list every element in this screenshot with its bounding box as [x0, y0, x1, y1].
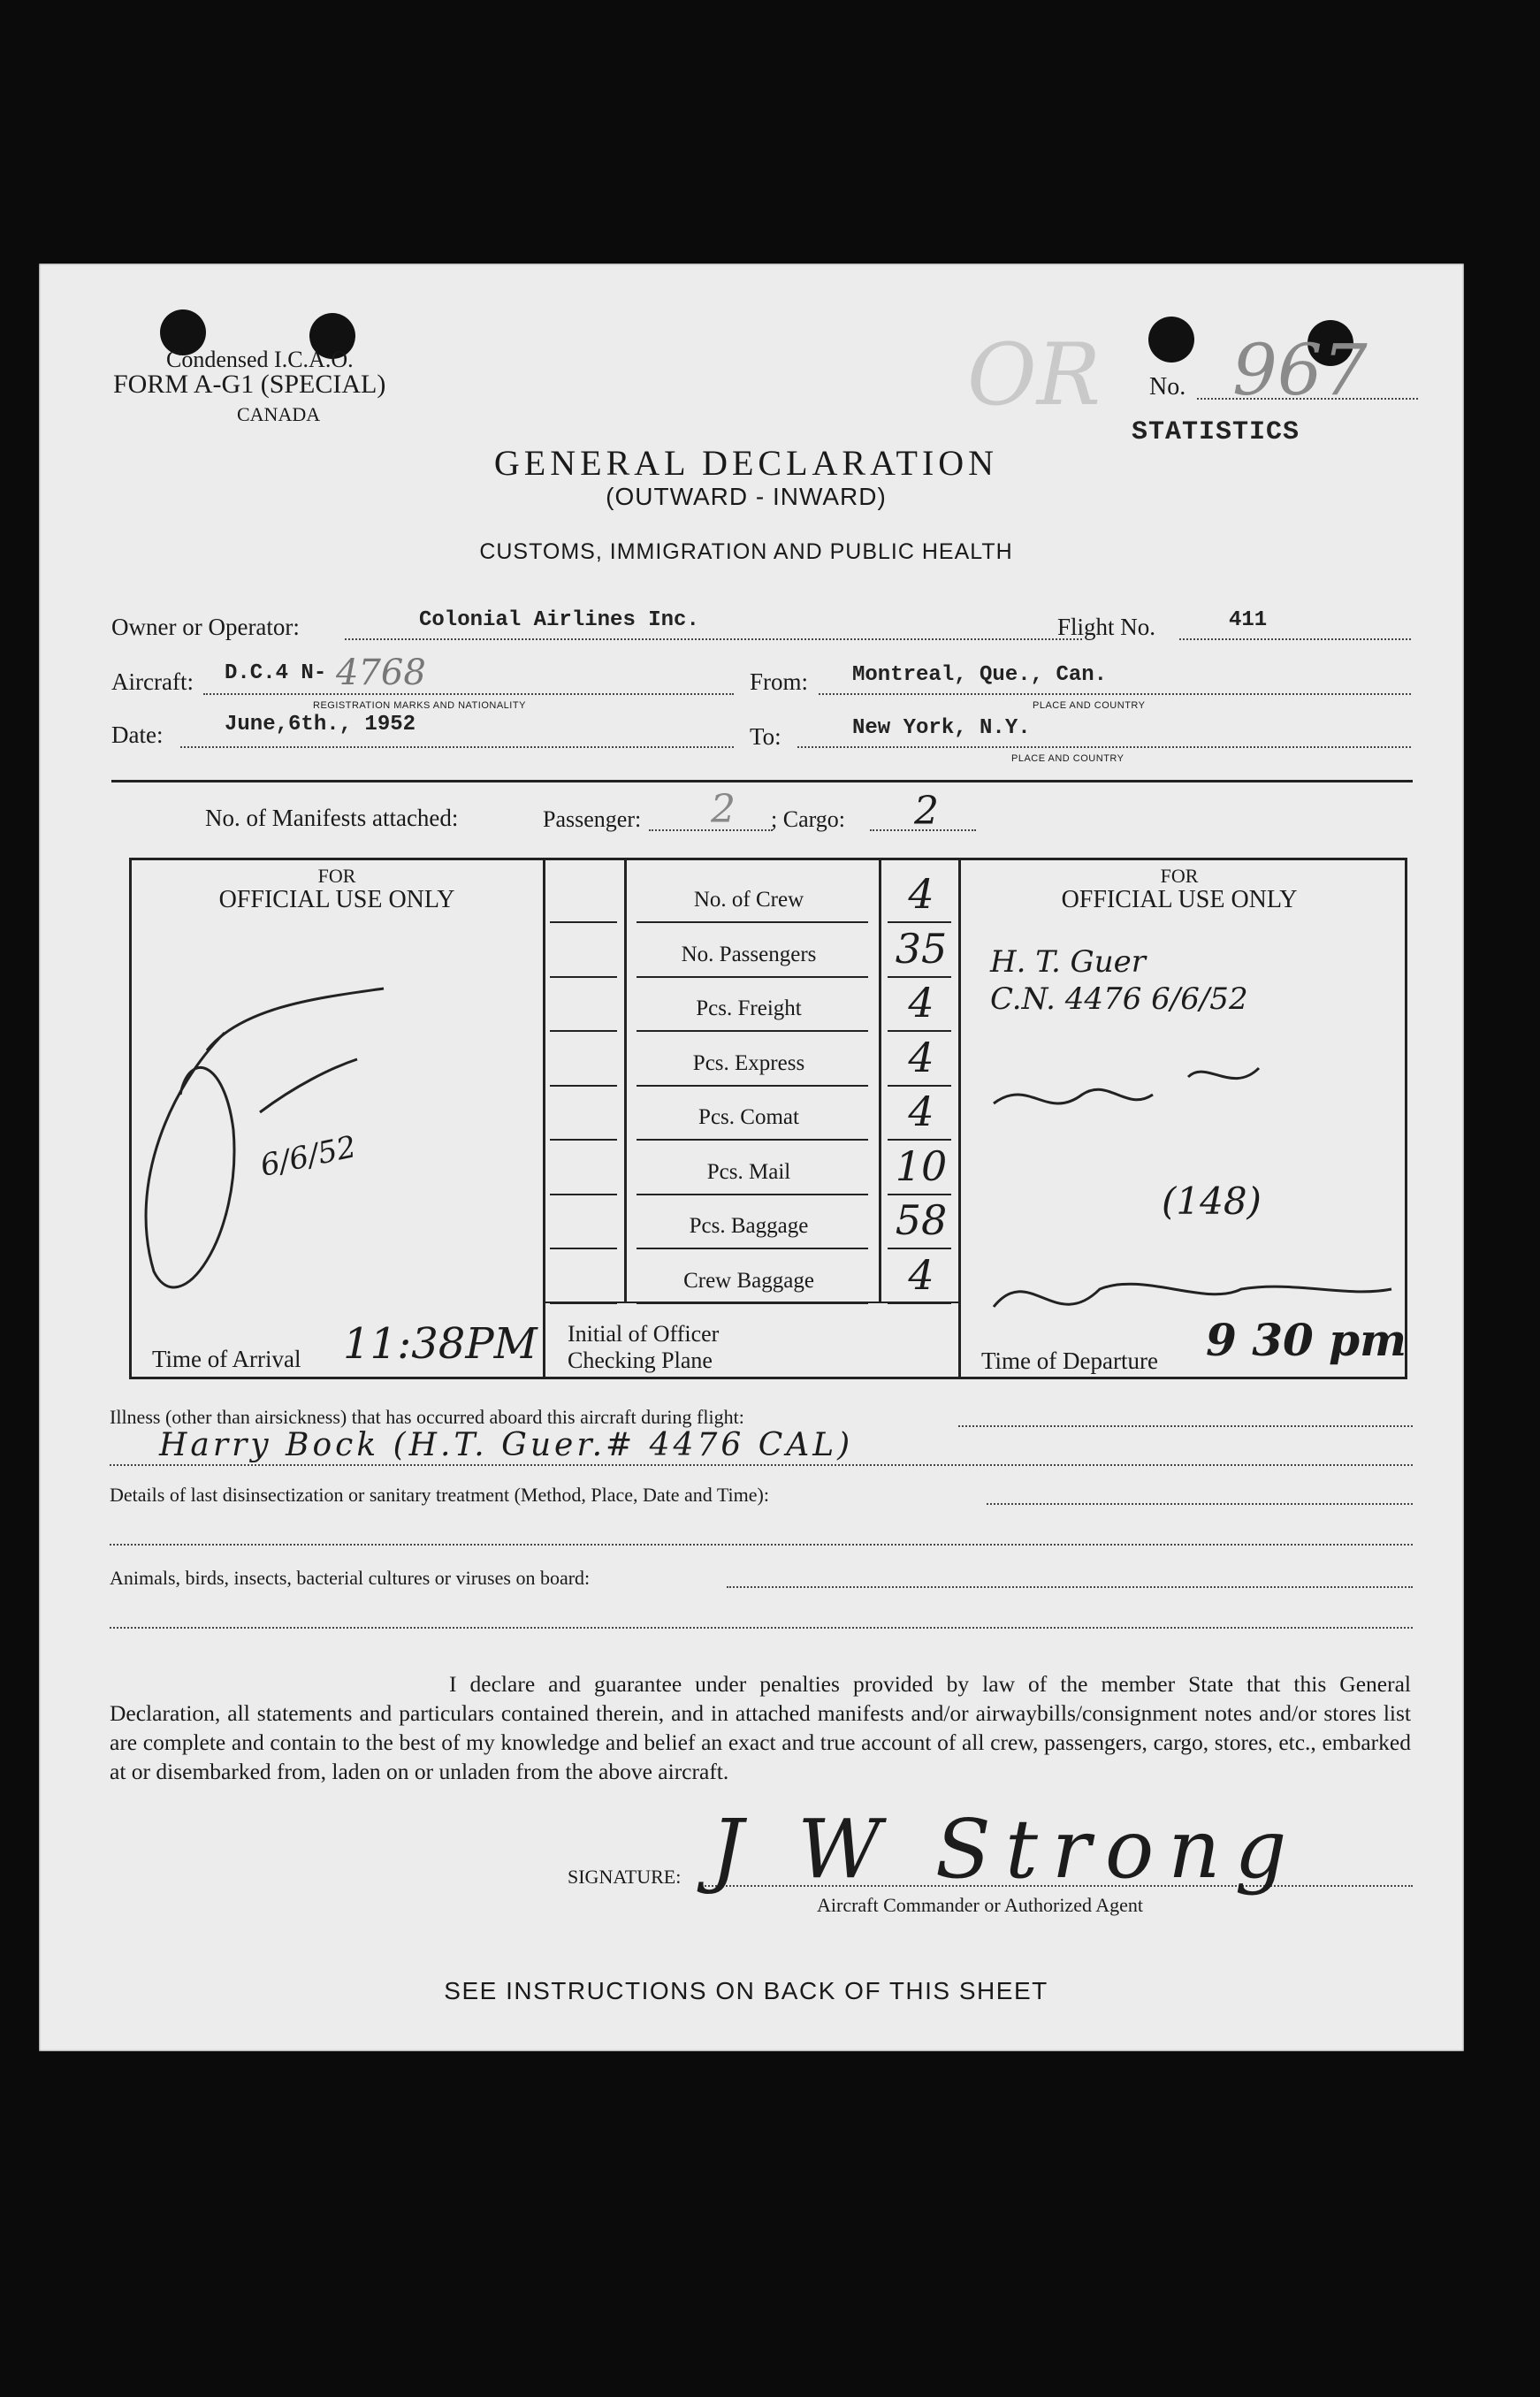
- disinsect-label: Details of last disinsectization or sanitary treatment (Method, Place, Date and Time):: [110, 1484, 769, 1506]
- no-label: No.: [1149, 373, 1186, 401]
- passenger-manifest-value: 2: [711, 787, 736, 832]
- cargo-label: ; Cargo:: [771, 806, 846, 832]
- punch-hole: [1148, 317, 1194, 363]
- page-subtitle-2: CUSTOMS, IMMIGRATION AND PUBLIC HEALTH: [479, 539, 1013, 564]
- form-sheet: [39, 263, 1464, 2051]
- table-row-label: Pcs. Baggage: [689, 1214, 809, 1238]
- aircraft-label: Aircraft:: [111, 668, 194, 695]
- declaration-text: I declare and guarantee under penalties provided by law of the member State that this General Declaration, all statements and particulars contained therein, and in attached manifests and/or airwaybills/consignment notes and/or stores list are complete and contain to the best of my knowledge and belief an exact and true account of all crew, passengers, cargo, stores, etc., embarked at or disembarked from, laden on or unladen from the above aircraft.: [110, 1671, 1411, 1784]
- table-row-value: 4: [908, 1033, 934, 1081]
- table-row-value: 58: [895, 1196, 948, 1244]
- table-row-label: Crew Baggage: [683, 1268, 814, 1293]
- right-official-header-2: OFFICIAL USE ONLY: [1061, 886, 1298, 913]
- instructions-footer: SEE INSTRUCTIONS ON BACK OF THIS SHEET: [444, 1977, 1048, 2004]
- place-caption-from: PLACE AND COUNTRY: [1033, 700, 1146, 711]
- place-caption-to: PLACE AND COUNTRY: [1011, 753, 1125, 764]
- right-official-note-3: (148): [1162, 1179, 1262, 1223]
- table-row-label: Pcs. Express: [692, 1050, 805, 1075]
- left-official-note: 6/6/52: [257, 1129, 360, 1184]
- signature-label: SIGNATURE:: [568, 1866, 682, 1888]
- right-official-scribble: [976, 1042, 1400, 1342]
- to-label: To:: [750, 723, 781, 750]
- cargo-manifest-value: 2: [914, 789, 939, 834]
- left-official-header-2: OFFICIAL USE ONLY: [218, 886, 455, 913]
- table-row-label: No. Passengers: [681, 942, 817, 966]
- form-id-line1: Condensed I.C.A.O.: [166, 347, 354, 372]
- form-id-line3: CANADA: [237, 403, 321, 425]
- aircraft-field: D.C.4 N-: [225, 661, 327, 685]
- table-row-value: 4: [908, 1250, 934, 1299]
- arrival-label: Time of Arrival: [152, 1346, 301, 1372]
- signature-caption: Aircraft Commander or Authorized Agent: [817, 1894, 1144, 1916]
- signature-field: J W Strong: [711, 1802, 1301, 1897]
- owner-label: Owner or Operator:: [111, 614, 300, 640]
- no-value: 967: [1232, 329, 1368, 411]
- table-row-label: Pcs. Mail: [706, 1159, 791, 1184]
- officer-initial-label-2: Checking Plane: [568, 1347, 713, 1373]
- right-official-note-2: C.N. 4476 6/6/52: [990, 981, 1248, 1017]
- table-row-value: 10: [895, 1141, 948, 1190]
- page-subtitle: (OUTWARD - INWARD): [606, 483, 887, 510]
- flight-field: 411: [1229, 608, 1268, 632]
- page-title: GENERAL DECLARATION: [493, 443, 999, 483]
- officer-initial-label-1: Initial of Officer: [568, 1321, 720, 1347]
- reg-caption: REGISTRATION MARKS AND NATIONALITY: [313, 700, 526, 711]
- date-field: June,6th., 1952: [225, 713, 416, 737]
- flight-label: Flight No.: [1057, 614, 1156, 640]
- right-official-note-1: H. T. Guer: [990, 944, 1146, 980]
- table-row-label: Pcs. Comat: [698, 1105, 799, 1129]
- from-field: Montreal, Que., Can.: [852, 663, 1108, 687]
- date-label: Date:: [111, 721, 164, 748]
- form-id-line2: FORM A-G1 (SPECIAL): [113, 370, 386, 399]
- owner-field: Colonial Airlines Inc.: [419, 608, 699, 632]
- to-field: New York, N.Y.: [852, 716, 1031, 740]
- illness-label: Illness (other than airsickness) that has occurred aboard this aircraft during flight:: [110, 1406, 744, 1428]
- manifests-label: No. of Manifests attached:: [205, 805, 459, 831]
- animals-label: Animals, birds, insects, bacterial cultures or viruses on board:: [110, 1567, 591, 1589]
- table-row-label: No. of Crew: [693, 888, 804, 912]
- departure-label: Time of Departure: [981, 1347, 1158, 1374]
- table-row-value: 4: [908, 979, 934, 1027]
- departure-time-field: 9 30 pm: [1206, 1314, 1407, 1366]
- table-row-label: Pcs. Freight: [696, 996, 802, 1020]
- from-label: From:: [750, 668, 809, 695]
- table-row-value: 35: [895, 924, 948, 973]
- arrival-time-field: 11:38PM: [343, 1319, 537, 1369]
- statistics-stamp: STATISTICS: [1132, 417, 1300, 447]
- passenger-label: Passenger:: [543, 806, 642, 832]
- illness-field: Harry Bock (H.T. Guer.# 4476 CAL): [159, 1427, 854, 1463]
- aircraft-reg-handwritten: 4768: [336, 653, 426, 693]
- left-official-scribble: [92, 953, 463, 1324]
- pencil-mark: OR: [967, 325, 1101, 424]
- left-official-header-1: FOR: [317, 865, 356, 887]
- table-row-value: 4: [908, 1088, 934, 1135]
- right-official-header-1: FOR: [1160, 865, 1199, 887]
- table-row-value: 4: [908, 870, 934, 918]
